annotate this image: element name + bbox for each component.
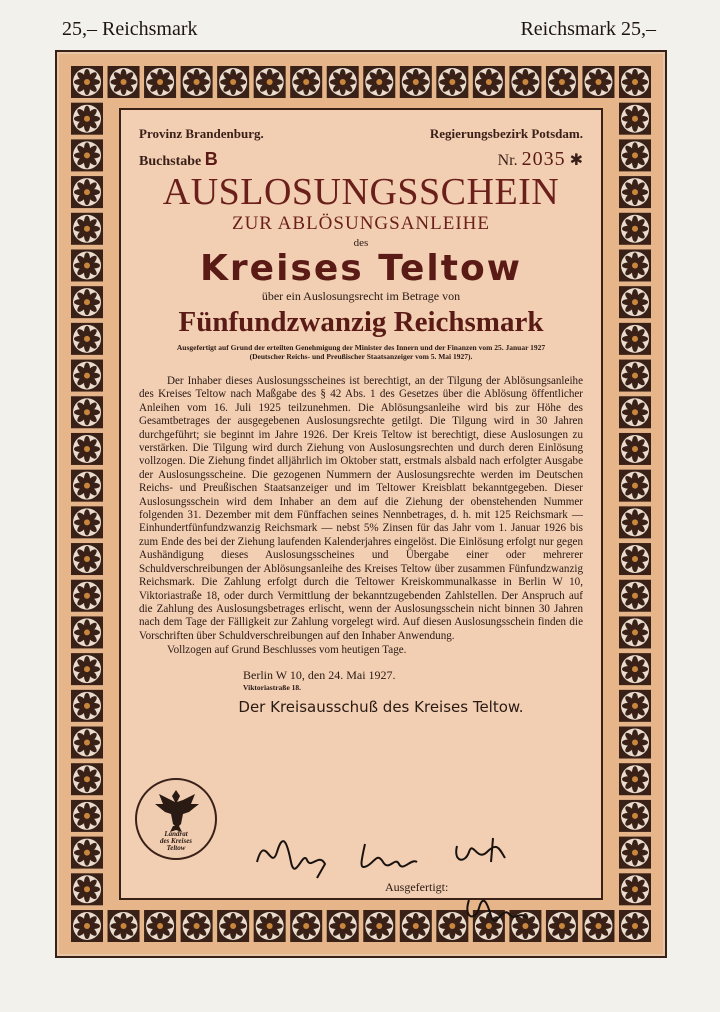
series bbox=[139, 149, 218, 170]
rosette-icon bbox=[619, 837, 651, 869]
rosette-icon bbox=[436, 66, 468, 98]
rosette-icon bbox=[217, 66, 249, 98]
signature-2 bbox=[362, 844, 418, 867]
legal-line-2: (Deutscher Reichs- und Preußischer Staatsanzeiger vom 5. Mai 1927). bbox=[249, 352, 473, 361]
rosette-icon bbox=[327, 66, 359, 98]
rosette-icon bbox=[619, 543, 651, 575]
rosette-icon bbox=[619, 139, 651, 171]
des-label: des bbox=[353, 237, 369, 249]
rosette-icon bbox=[181, 66, 213, 98]
rosette-icon bbox=[71, 323, 103, 355]
amount-in-words: Fünfundzwanzig Reichsmark bbox=[178, 306, 544, 338]
rosette-icon bbox=[619, 213, 651, 245]
right-description: über ein Auslosungsrecht im Betrage von bbox=[261, 289, 461, 303]
rosette-icon bbox=[473, 66, 505, 98]
number-mark: ✱ bbox=[569, 152, 583, 169]
terms-paragraph: Der Inhaber dieses Auslosungsscheines ist berechtigt, an der Tilgung der Ablösungsanleihe des Kreises Teltow nach Maßgabe des § 42 Abs. 1 des Gesetzes über die Ablösung öffentlicher Anleihen vom 16. Juli 1925 teilzunehmen. Die Ablösungsanleihe wird bis zur Höhe des Gesamtbetrages der ausgegebenen Auslosungsrechte getilgt. Die Tilgung wird in 30 Jahren durchgeführt; sie beginnt im Jahre 1926. Der Kreis Teltow ist berechtigt, diese Auslosungen zu verstärken. Die Tilgung wird durch Ziehung von Auslosungsrechten und durch deren Einlösung vollzogen. Die Ziehung findet alljährlich im Oktober statt, erstmals alsbald nach erfolgter Ausgabe der Auslosungsscheine. Die gezogenen Nummern der Auslosungsrechte werden im Deutschen Reichs- und Preußischen Staatsanzeiger und im Teltower Kreisblatt bekanntgegeben. Dieser Auslosungsschein wird dem Inhaber an dem auf die Ziehung der obenstehenden Nummer folgenden 31. Dezember mit dem Fünffachen seines Nennbetrages, d. h. mit 125 Reichsmark — Einhundertfünfundzwanzig Reichsmark — nebst 5% Zinsen für das Jahr vom 1. Januar 1926 bis zum Ende des bei der Ziehung laufenden Kalenderjahres eingelöst. Die Einlösung erfolgt nur gegen Aushändigung dieses Auslosungsscheines und Übergabe einer oder mehrerer Schuldverschreibungen der Ablösungsanleihe des Kreises Teltow über zusammen Fünfundzwanzig Reichsmark. Die Zahlung erfolgt durch die Teltower Kreiskommunalkasse in Berlin W 10, Viktoriastraße 18, oder durch Vermittlung der bekanntzugebenden Zahlstellen. Der Anspruch auf die Zahlung des Auslosungsbetrages erlischt, wenn der Auslosungsschein nicht binnen 30 Jahren nach dem Tage der Fälligkeit zur Zahlung vorgelegt wird. Auf diesen Auslosungsschein finden die Vorschriften über Schuldverschreibungen auf den Inhaber Anwendung. bbox=[139, 375, 583, 642]
issuer-name: Kreises Teltow bbox=[200, 248, 522, 289]
rosette-icon bbox=[619, 470, 651, 502]
rosette-icon bbox=[619, 286, 651, 318]
rosette-icon bbox=[71, 470, 103, 502]
signature-4 bbox=[467, 900, 527, 920]
rosette-icon bbox=[108, 910, 140, 942]
legal-basis bbox=[139, 343, 583, 361]
document-subtitle: ZUR ABLÖSUNGSANLEIHE bbox=[231, 213, 491, 234]
rosette-icon bbox=[71, 580, 103, 612]
seal-text-3: Teltow bbox=[166, 844, 186, 852]
rosette-icon bbox=[71, 690, 103, 722]
rosette-icon bbox=[619, 727, 651, 759]
rosette-icon bbox=[546, 66, 578, 98]
rosette-icon bbox=[217, 910, 249, 942]
rosette-icon bbox=[71, 396, 103, 428]
rosette-icon bbox=[582, 66, 614, 98]
rosette-icon bbox=[619, 690, 651, 722]
place-date: Berlin W 10, den 24. Mai 1927. bbox=[243, 668, 396, 683]
document-title: AUSLOSUNGSSCHEIN bbox=[162, 171, 560, 213]
address: Viktoriastraße 18. bbox=[243, 683, 302, 693]
rosette-icon bbox=[290, 66, 322, 98]
rosette-icon bbox=[71, 800, 103, 832]
certificate-number bbox=[498, 148, 583, 171]
rosette-icon bbox=[400, 66, 432, 98]
rosette-icon bbox=[71, 763, 103, 795]
rosette-icon bbox=[144, 66, 176, 98]
rosette-icon bbox=[619, 616, 651, 648]
rosette-icon bbox=[619, 360, 651, 392]
rosette-icon bbox=[71, 433, 103, 465]
rosette-icon bbox=[71, 286, 103, 318]
rosette-icon bbox=[619, 176, 651, 208]
rosette-icon bbox=[71, 506, 103, 538]
official-seal bbox=[135, 778, 217, 860]
signature-1 bbox=[257, 841, 325, 878]
rosette-icon bbox=[71, 653, 103, 685]
signatures bbox=[247, 822, 547, 932]
legal-line-1: Ausgefertigt auf Grund der erteilten Genehmigung der Minister des Innern und der Finanzen vom 25. Januar 1927 bbox=[176, 343, 546, 352]
rosette-icon bbox=[546, 910, 578, 942]
rosette-icon bbox=[71, 910, 103, 942]
rosette-icon bbox=[619, 103, 651, 135]
rosette-icon bbox=[254, 66, 286, 98]
rosette-icon bbox=[619, 910, 651, 942]
rosette-icon bbox=[619, 800, 651, 832]
rosette-icon bbox=[619, 396, 651, 428]
series-label: Buchstabe bbox=[139, 154, 202, 169]
rosette-icon bbox=[619, 249, 651, 281]
signature-3 bbox=[456, 838, 505, 862]
rosette-icon bbox=[71, 360, 103, 392]
rosette-icon bbox=[144, 910, 176, 942]
rosette-icon bbox=[108, 66, 140, 98]
rosette-icon bbox=[619, 506, 651, 538]
rosette-icon bbox=[71, 727, 103, 759]
denomination-top-left: 25,– Reichsmark bbox=[62, 18, 198, 40]
rosette-icon bbox=[619, 323, 651, 355]
executed-statement: Vollzogen auf Grund Beschlusses vom heutigen Tage. bbox=[167, 644, 407, 657]
committee-name: Der Kreisausschuß des Kreises Teltow. bbox=[238, 698, 524, 717]
number-value: 2035 bbox=[521, 148, 566, 170]
rosette-icon bbox=[619, 580, 651, 612]
rosette-icon bbox=[71, 543, 103, 575]
rosette-icon bbox=[71, 66, 103, 98]
series-letter: B bbox=[204, 149, 218, 169]
rosette-icon bbox=[619, 66, 651, 98]
rosette-icon bbox=[509, 66, 541, 98]
issued-label: Ausgefertigt: bbox=[385, 880, 449, 894]
rosette-icon bbox=[619, 763, 651, 795]
rosette-icon bbox=[582, 910, 614, 942]
rosette-icon bbox=[71, 103, 103, 135]
province: Provinz Brandenburg. bbox=[139, 126, 264, 141]
rosette-icon bbox=[71, 249, 103, 281]
rosette-icon bbox=[71, 873, 103, 905]
seal-text-1: Landrat bbox=[164, 830, 188, 838]
rosette-icon bbox=[71, 837, 103, 869]
rosette-icon bbox=[619, 653, 651, 685]
denomination-top-right: Reichsmark 25,– bbox=[520, 18, 656, 40]
rosette-icon bbox=[619, 433, 651, 465]
rosette-icon bbox=[71, 176, 103, 208]
rosette-icon bbox=[619, 873, 651, 905]
rosette-icon bbox=[71, 139, 103, 171]
district: Regierungsbezirk Potsdam. bbox=[429, 126, 583, 141]
number-label: Nr. bbox=[497, 152, 518, 169]
rosette-icon bbox=[363, 66, 395, 98]
rosette-icon bbox=[71, 616, 103, 648]
seal-text-2: des Kreises bbox=[159, 837, 193, 845]
rosette-icon bbox=[71, 213, 103, 245]
certificate-frame bbox=[55, 50, 667, 958]
rosette-icon bbox=[181, 910, 213, 942]
